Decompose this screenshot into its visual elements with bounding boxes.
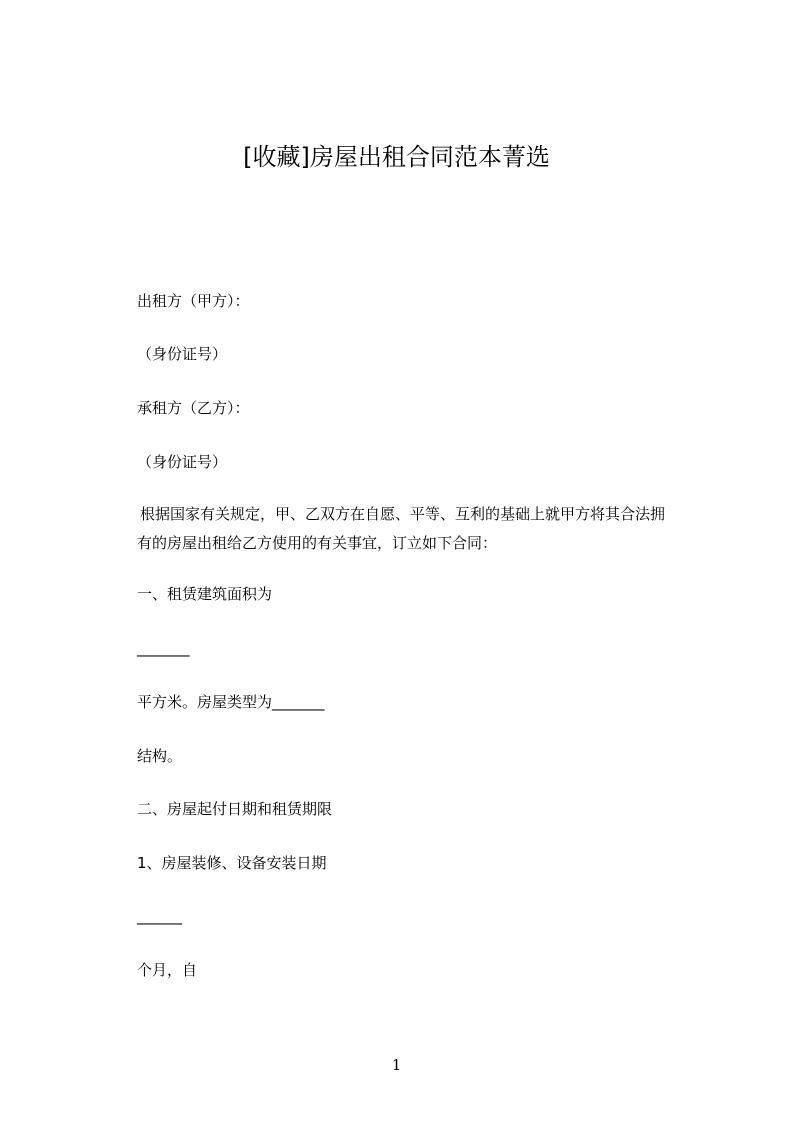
area-blank: _______ <box>137 639 190 657</box>
item-1-decoration-date: 1、房屋装修、设备安装日期 <box>137 854 327 872</box>
page-number: 1 <box>391 1056 402 1074</box>
document-title: [收藏]房屋出租合同范本菁选 <box>243 143 550 171</box>
lessor-label: 出租方（甲方）： <box>137 292 250 310</box>
section-1-heading: 一、租赁建筑面积为 <box>137 585 273 603</box>
lessee-id-label: （身份证号） <box>137 453 228 471</box>
lessor-id-label: （身份证号） <box>137 345 228 363</box>
section-2-heading: 二、房屋起付日期和租赁期限 <box>137 800 333 818</box>
preamble-line-2: 有的房屋出租给乙方使用的有关事宜，订立如下合同： <box>137 534 498 552</box>
house-type-line: 平方米。房屋类型为_______ <box>137 693 325 711</box>
structure-line: 结构。 <box>137 747 183 765</box>
preamble-paragraph <box>137 500 702 558</box>
months-line: 个月，自 <box>137 961 198 979</box>
months-blank: ______ <box>137 907 182 925</box>
preamble-line-1: 根据国家有关规定，甲、乙双方在自愿、平等、互利的基础上就甲方将其合法拥 <box>140 505 666 523</box>
lessee-label: 承租方（乙方）： <box>137 399 250 417</box>
